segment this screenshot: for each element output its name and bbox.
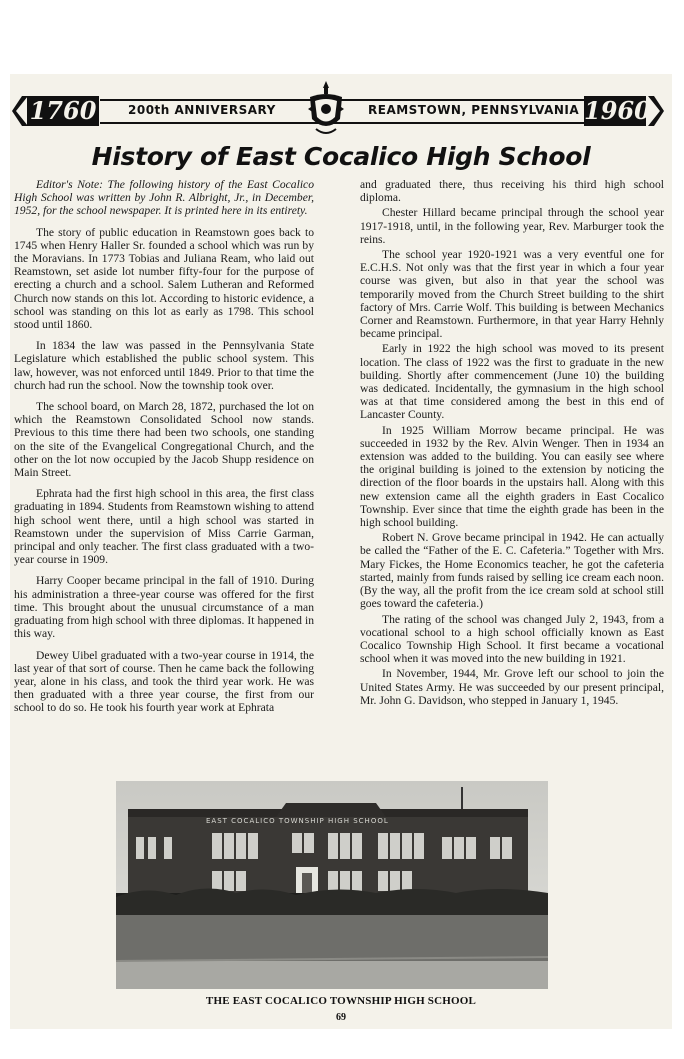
paragraph: In 1834 the law was passed in the Pennsylvania State Legislature which established the public school system. This law, however, was not enforced until 1849. Prior to that time the church had run the school. Now the township took over.	[14, 339, 314, 392]
anniversary-label: 200th ANNIVERSARY	[128, 103, 276, 117]
town-seal-icon	[306, 79, 346, 139]
paragraph: Early in 1922 the high school was moved to its present location. The class of 1922 was the first to graduate in the new building. Shortly after commencement (June 10) the building was dedicated. Incidentally, the gymnasium in the high school was at that time considered among the best in this end of Lancaster County.	[360, 342, 664, 422]
photo-caption: THE EAST COCALICO TOWNSHIP HIGH SCHOOL	[205, 995, 477, 1007]
document-page	[10, 74, 672, 1029]
paragraph: Robert N. Grove became principal in 1942. He can actually be called the “Father of the E. C. Cafeteria.” Together with Mrs. Mary Fickes, the Home Economics teacher, he got the cafeteria started, mainly from funds raised by selling ice cream each noon. (By the way, all the profit from the ice cream sold at school still goes toward the cafeteria.)	[360, 531, 664, 611]
paragraph: The school year 1920-1921 was a very eventful one for E.C.H.S. Not only was that the first year in which a four year course was given, but also in that year the school was temporarily moved from the Church Street building to the shirt factory of Mrs. Carrie Wolf. This building is between Mechanics Corner and Reamstown. Furthermore, in that year Harry Hehnly became principal.	[360, 248, 664, 341]
school-photo	[116, 781, 548, 989]
article-title: History of East Cocalico High School	[91, 142, 591, 171]
building-sign: EAST COCALICO TOWNSHIP HIGH SCHOOL	[206, 817, 389, 825]
paragraph: In November, 1944, Mr. Grove left our school to join the United States Army. He was succeeded by our present principal, Mr. John G. Davidson, who stepped in January 1, 1945.	[360, 667, 664, 707]
anniversary-banner	[10, 74, 672, 142]
paragraph: The school board, on March 28, 1872, purchased the lot on which the Reamstown Consolidated School now stands. Previous to this time there had been two schools, one standing on the site of the Evangelical Congregational Church, and the other on the lot now occupied by the Jacob Shupp residence on Main Street.	[14, 400, 314, 480]
paragraph: Chester Hillard became principal through the school year 1917-1918, until, in the following year, Rev. Marburger took the reins.	[360, 206, 664, 246]
paragraph: Dewey Uibel graduated with a two-year course in 1914, the last year of that sort of course. Then he came back the following year, alone in his class, and took the third year work. He was then graduated with a three year course, the first from our school to do so. He took his fourth year work at Ephrata	[14, 648, 314, 715]
paragraph: The story of public education in Reamstown goes back to 1745 when Henry Haller Sr. founded a school which was run by the Moravians. In 1773 Tobias and Juliana Ream, who laid out Reamstown, set aside lot number fifty-four for the purpose of erecting a church and a school. Salem Lutheran and Reformed Church now stands on this lot. According to historic evidence, a school was standing on this lot as early as 1798. This school stood until 1860.	[14, 225, 314, 332]
page-number: 69	[336, 1012, 346, 1023]
paragraph: Ephrata had the first high school in this area, the first class graduating in 1894. Students from Reamstown wishing to attend high school went there, until a high school was started in Reamstown under the supervision of Miss Carrie Garman, principal and only teacher. The first class graduated with a two-year course in 1909.	[14, 487, 314, 567]
right-column	[360, 178, 664, 709]
editors-note: Editor's Note: The following history of the East Cocalico High School was written by John R. Albright, Jr., in December, 1952, for the school newspaper. It is printed here in its entirety.	[14, 178, 314, 218]
paragraph-continued: and graduated there, thus receiving his third high school diploma.	[360, 178, 664, 205]
year-end: 1960	[584, 96, 651, 125]
left-column	[14, 178, 314, 717]
paragraph: The rating of the school was changed July 2, 1943, from a vocational school to a high school officially known as East Cocalico Township High School. It first became a vocational school when it was moved into the new building in 1921.	[360, 612, 664, 666]
town-label: REAMSTOWN, PENNSYLVANIA	[368, 103, 580, 117]
chevron-left-icon	[12, 96, 28, 126]
school-building-image	[116, 781, 548, 989]
chevron-right-icon	[648, 96, 664, 126]
paragraph: In 1925 William Morrow became principal. He was succeeded in 1932 by the Rev. Alvin Wenger. Then in 1934 an extension was added to the building. You can easily see where the original building is joined to the extension by noticing the direction of the floor boards in the upstairs hall. Along with this new extension came all the eighth graders in East Cocalico Township. Ever since that time the eighth grade has been in the high school building.	[360, 423, 664, 530]
year-start: 1760	[27, 96, 99, 126]
paragraph: Harry Cooper became principal in the fall of 1910. During his administration a three-year course was offered for the first time. This brought about the unusual circumstance of a man graduating from high school with three diplomas. It happened in this way.	[14, 574, 314, 641]
